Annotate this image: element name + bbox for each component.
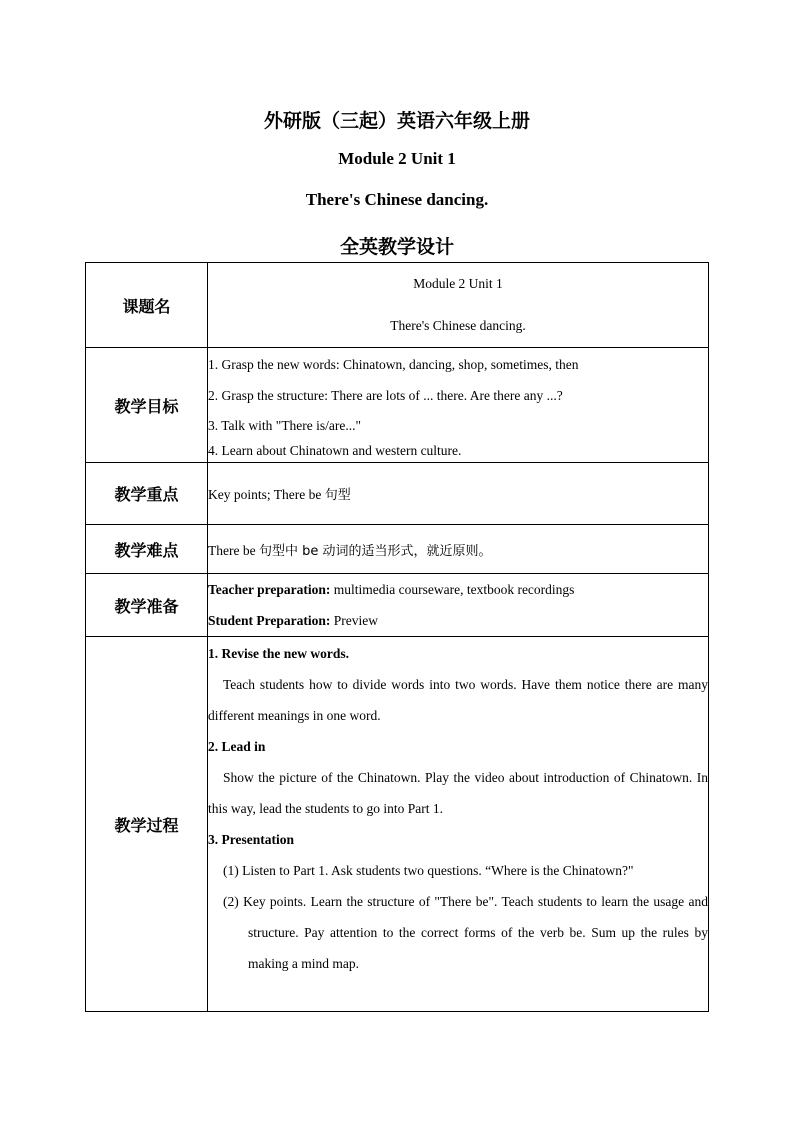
process-label: 教学过程 xyxy=(86,637,208,1012)
difficulties-cell xyxy=(208,525,709,574)
objective-item: 2. Grasp the structure: There are lots of ... there. Are there any ...? xyxy=(208,387,563,403)
student-preparation xyxy=(208,605,708,636)
design-type-heading: 全英教学设计 xyxy=(339,236,454,258)
table-row-difficulties xyxy=(86,525,709,574)
topic-line1: Module 2 Unit 1 xyxy=(413,276,503,291)
objective-item: 1. Grasp the new words: Chinatown, dancing, shop, sometimes, then xyxy=(208,356,579,372)
difficulties-label: 教学难点 xyxy=(86,525,208,574)
lesson-plan-table xyxy=(85,262,709,1012)
step1-title: 1. Revise the new words. xyxy=(208,646,349,661)
preparation-cell xyxy=(208,574,709,637)
student-preparation-label: Student Preparation: xyxy=(208,613,331,628)
table-row-topic xyxy=(86,263,709,348)
objective-item: 3. Talk with "There is/are..." xyxy=(208,417,362,433)
topic-line2: There's Chinese dancing. xyxy=(390,318,526,333)
objective-item: 4. Learn about Chinatown and western culture. xyxy=(208,442,462,458)
step1-text: Teach students how to divide words into two words. Have them notice there are many different meanings in one word. xyxy=(208,677,708,723)
step3-sub1: (1) Listen to Part 1. Ask students two questions. “Where is the Chinatown?" xyxy=(223,863,634,878)
module-unit-heading: Module 2 Unit 1 xyxy=(338,149,456,168)
topic-cell xyxy=(208,263,709,348)
topic-label: 课题名 xyxy=(86,263,208,348)
table-row-process xyxy=(86,637,709,1012)
process-cell xyxy=(208,637,709,1012)
student-preparation-text: Preview xyxy=(330,613,379,628)
step3-sub2: (2) Key points. Learn the structure of "There be". Teach students to learn the usage and structure. Pay attention to the correct forms of the verb be. Sum up the rules by making a mind map. xyxy=(223,894,708,971)
teacher-preparation-text: multimedia courseware, textbook recordings xyxy=(330,582,575,597)
objectives-cell xyxy=(208,348,709,463)
table-row-objectives xyxy=(86,348,709,463)
step2-text: Show the picture of the Chinatown. Play the video about introduction of Chinatown. In this way, lead the students to go into Part 1. xyxy=(208,770,708,816)
teacher-preparation-label: Teacher preparation: xyxy=(208,582,331,597)
step3-title: 3. Presentation xyxy=(208,832,294,847)
teacher-preparation xyxy=(208,574,708,605)
key-points-label: 教学重点 xyxy=(86,463,208,525)
document-title: 外研版（三起）英语六年级上册 xyxy=(263,110,530,132)
table-row-preparation xyxy=(86,574,709,637)
key-points-text: Key points; There be xyxy=(208,487,325,502)
table-row-key-points xyxy=(86,463,709,525)
difficulties-text: There be xyxy=(208,542,259,558)
key-points-text-cn: 句型 xyxy=(324,488,351,503)
objectives-label: 教学目标 xyxy=(86,348,208,463)
lesson-title-heading: There's Chinese dancing. xyxy=(305,190,489,209)
difficulties-text-cn: 句型中 be 动词的适当形式，就近原则。 xyxy=(258,543,492,559)
key-points-cell xyxy=(208,463,709,525)
preparation-label: 教学准备 xyxy=(86,574,208,637)
step2-title: 2. Lead in xyxy=(208,739,266,754)
